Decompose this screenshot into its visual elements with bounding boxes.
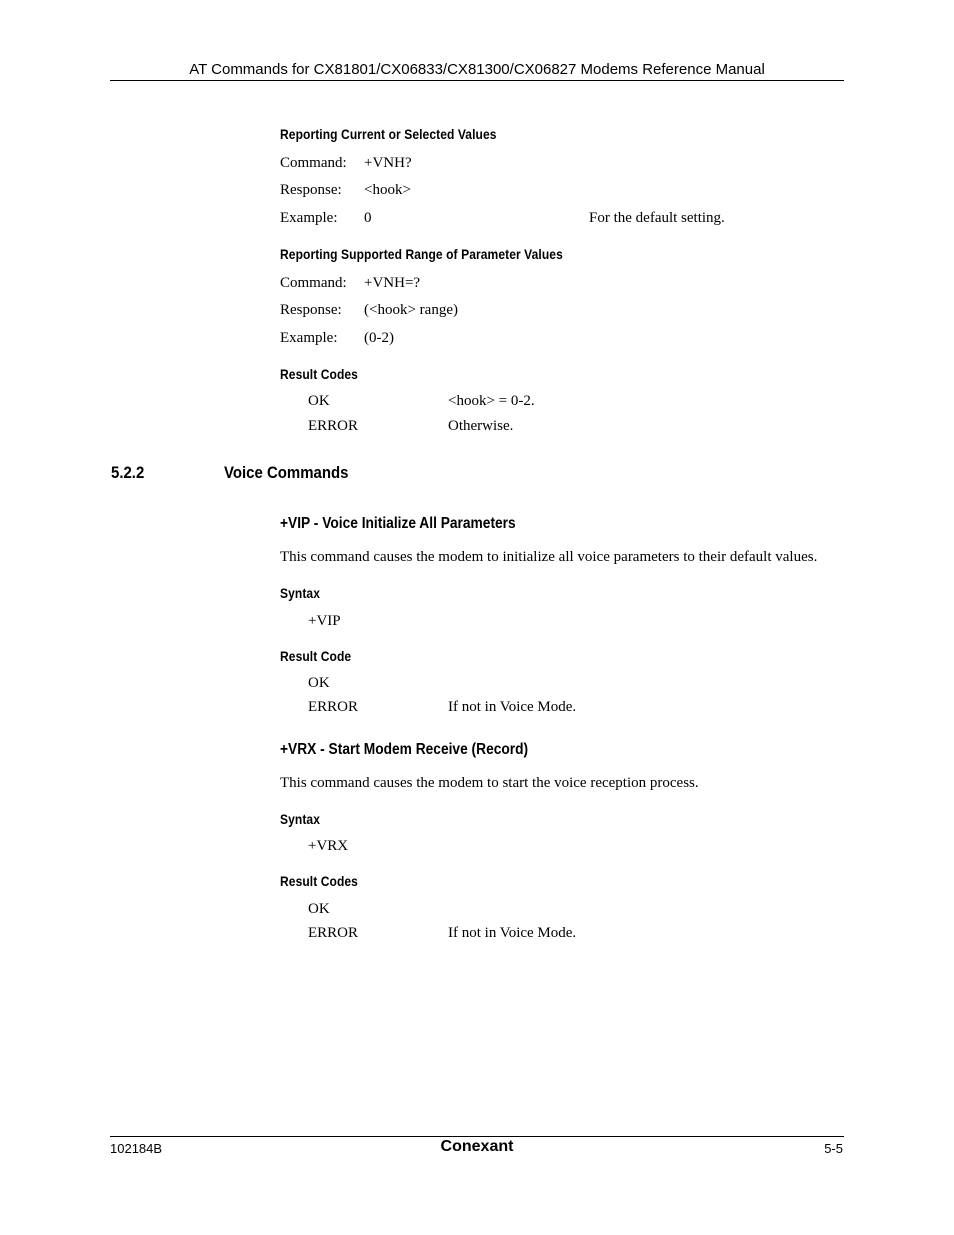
result-code: OK (308, 393, 330, 409)
header-rule (110, 80, 844, 81)
vrx-syntax: +VRX (308, 838, 349, 854)
supported-range-heading: Reporting Supported Range of Parameter Values (280, 246, 563, 262)
row-label: Response: (280, 182, 342, 198)
company-name: Conexant (440, 1138, 514, 1155)
result-code: ERROR (308, 699, 359, 715)
result-code: ERROR (308, 418, 359, 434)
section-title: Voice Commands (224, 463, 349, 482)
row-value: 0 (364, 210, 372, 226)
vip-syntax: +VIP (308, 613, 341, 629)
row-value: <hook> (364, 182, 411, 198)
result-codes-heading: Result Codes (280, 366, 358, 382)
section-number: 5.2.2 (111, 463, 145, 482)
row-value: +VNH? (364, 155, 412, 171)
result-code: OK (308, 901, 330, 917)
current-values-heading: Reporting Current or Selected Values (280, 126, 497, 142)
row-note: For the default setting. (589, 210, 725, 226)
row-value: (0-2) (364, 330, 394, 346)
footer-rule (110, 1136, 844, 1137)
row-label: Command: (280, 155, 347, 171)
result-description: <hook> = 0-2. (448, 393, 535, 409)
row-label: Example: (280, 330, 338, 346)
row-label: Response: (280, 302, 342, 318)
page-number: 5-5 (824, 1141, 843, 1156)
vip-title: +VIP - Voice Initialize All Parameters (280, 515, 516, 532)
vip-syntax-heading: Syntax (280, 585, 321, 601)
result-description: If not in Voice Mode. (448, 699, 577, 715)
vrx-title: +VRX - Start Modem Receive (Record) (280, 741, 529, 758)
vrx-syntax-heading: Syntax (280, 811, 321, 827)
vrx-description: This command causes the modem to start the voice reception process. (280, 775, 699, 791)
result-description: If not in Voice Mode. (448, 925, 577, 941)
doc-number: 102184B (110, 1141, 163, 1156)
row-value: +VNH=? (364, 275, 421, 291)
vip-description: This command causes the modem to initialize all voice parameters to their default values. (280, 549, 818, 565)
result-description: Otherwise. (448, 418, 514, 434)
row-value: (<hook> range) (364, 302, 458, 318)
row-label: Example: (280, 210, 338, 226)
running-header: AT Commands for CX81801/CX06833/CX81300/CX06827 Modems Reference Manual (189, 61, 765, 78)
row-label: Command: (280, 275, 347, 291)
result-code: OK (308, 675, 330, 691)
vrx-result-heading: Result Codes (280, 873, 358, 889)
result-code: ERROR (308, 925, 359, 941)
vip-result-heading: Result Code (280, 648, 352, 664)
